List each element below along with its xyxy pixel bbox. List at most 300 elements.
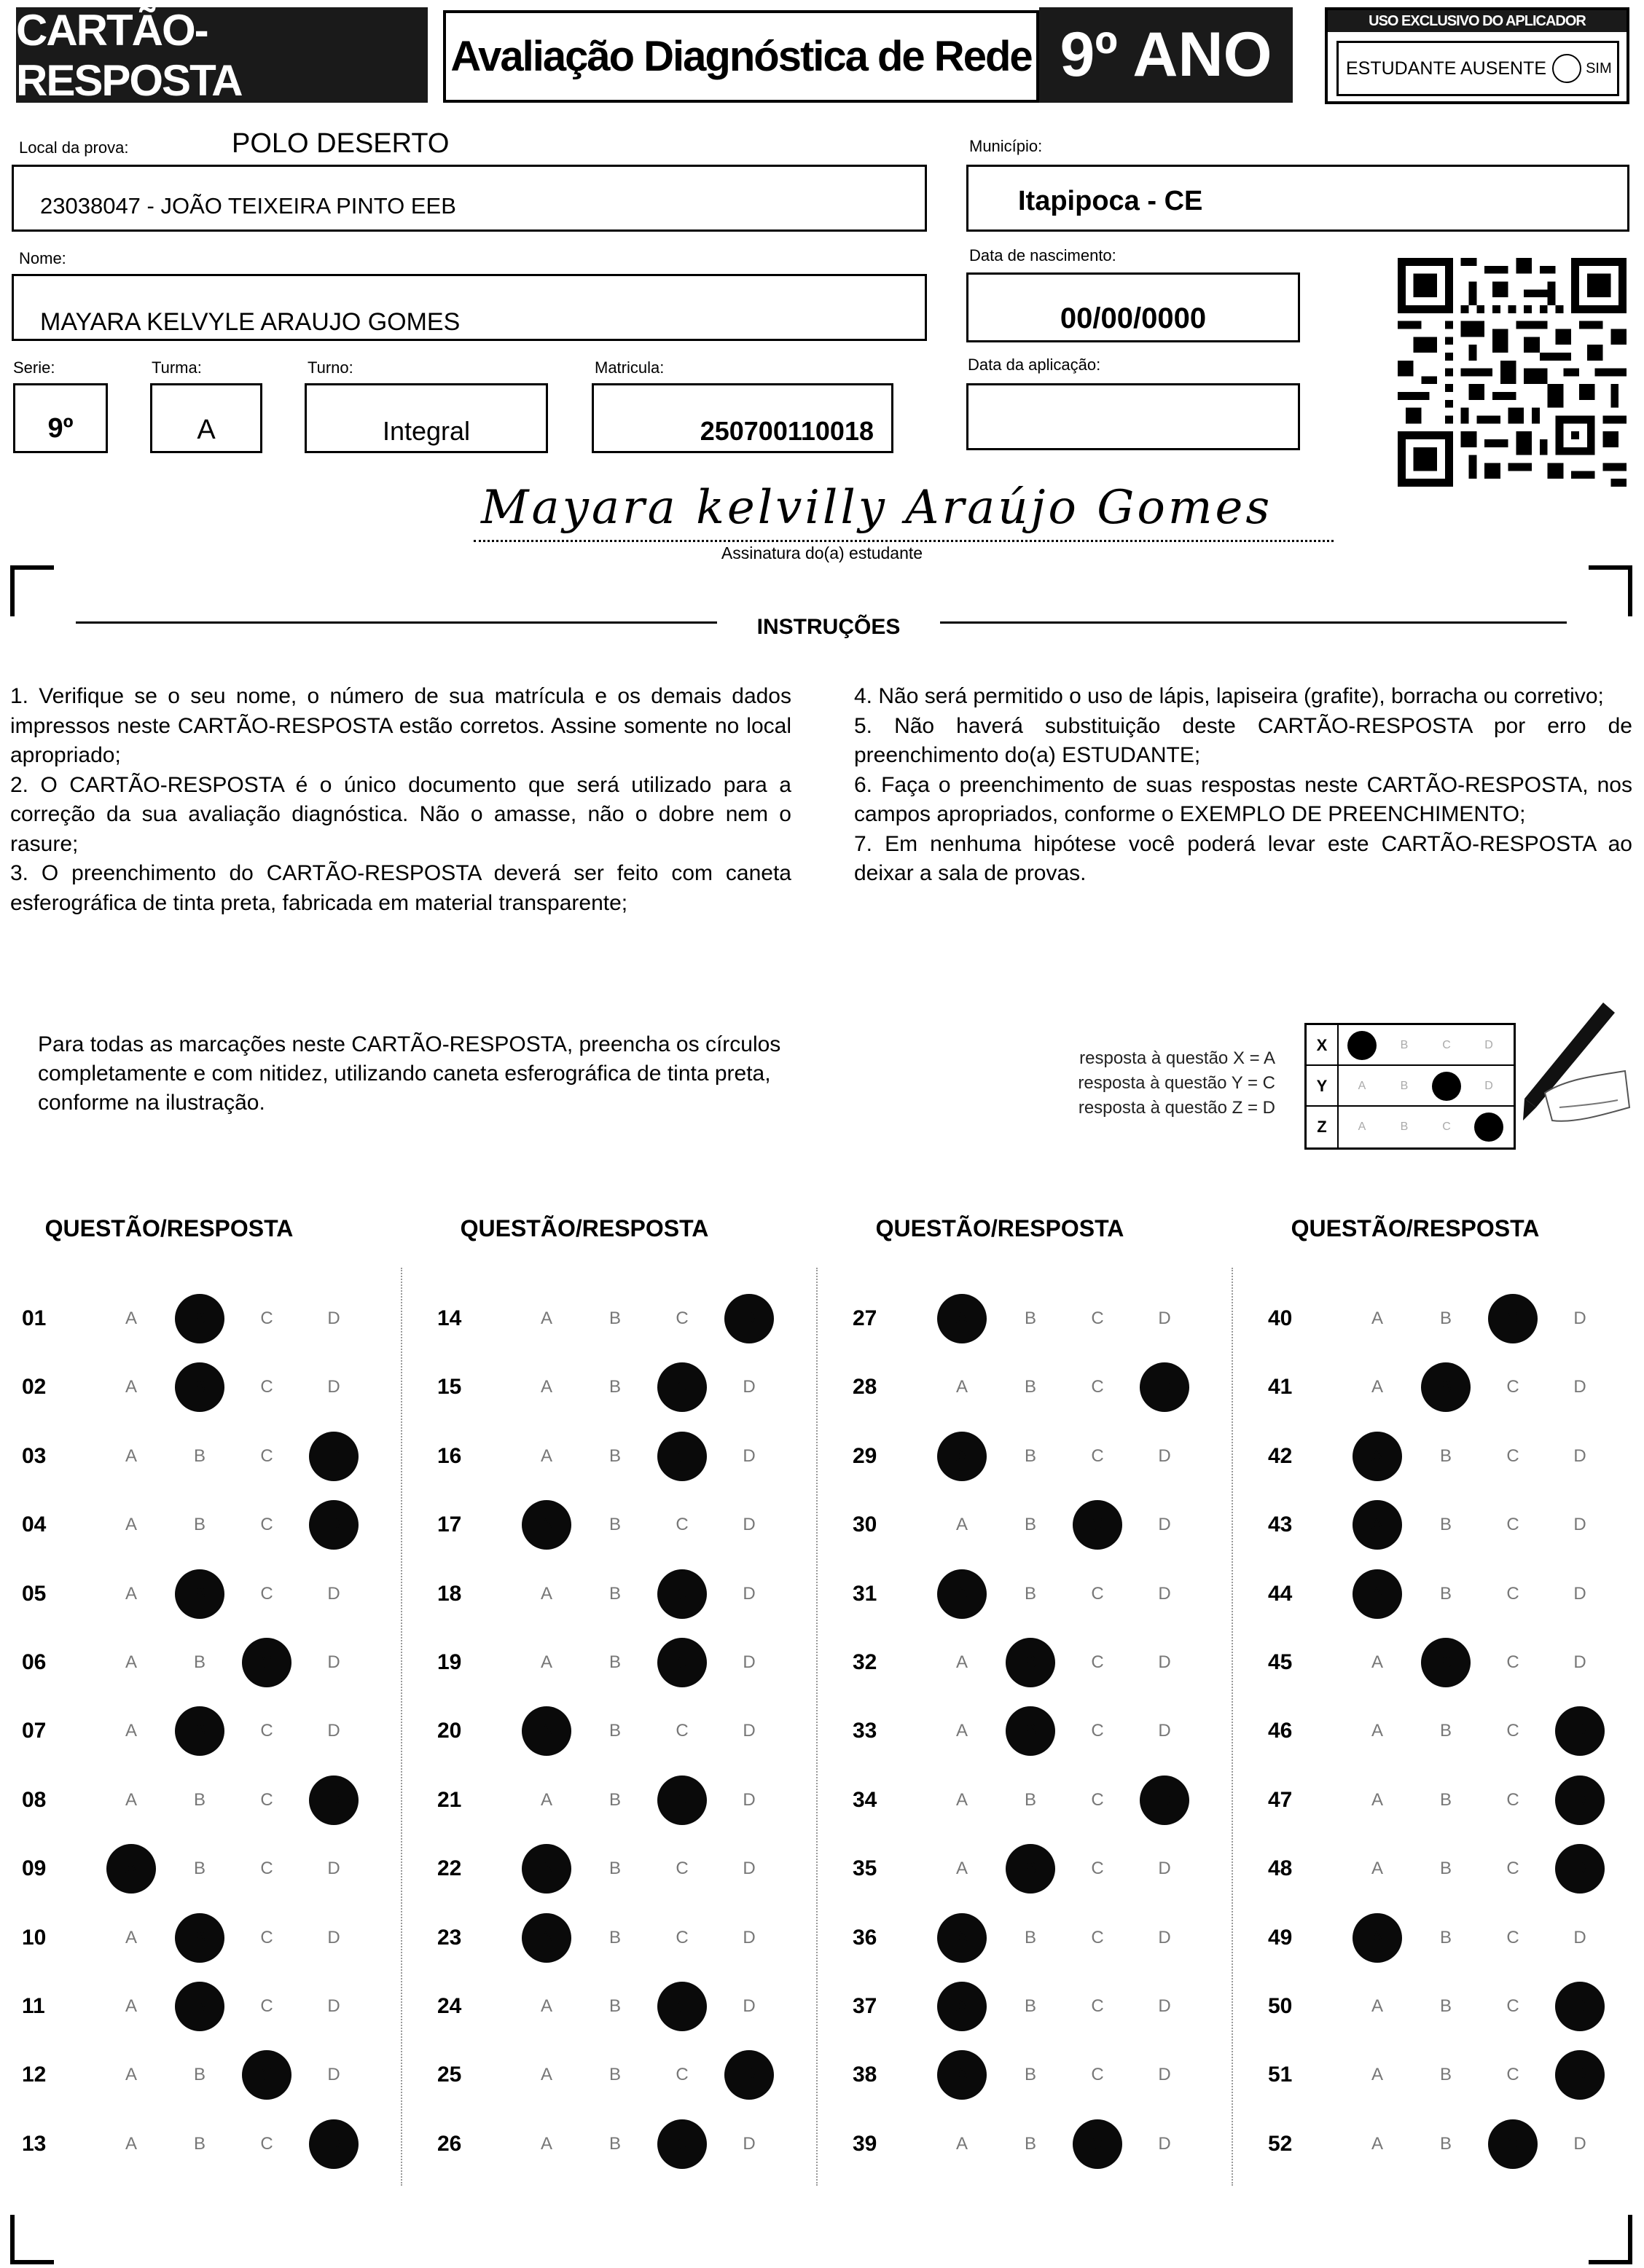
answer-bubble[interactable]: C [657, 1432, 707, 1481]
answer-bubble[interactable]: A [125, 1308, 137, 1328]
applicator-only-label: USO EXCLUSIVO DO APLICADOR [1328, 10, 1627, 32]
answer-bubble[interactable]: A [955, 1721, 968, 1741]
answer-bubble[interactable]: A [1371, 1652, 1383, 1672]
answer-bubble[interactable]: A [540, 1996, 552, 2016]
answer-bubble[interactable]: B [1024, 1515, 1036, 1535]
answer-bubble[interactable]: B [1024, 2065, 1036, 2085]
local-value: POLO DESERTO [232, 128, 450, 159]
answer-bubble[interactable]: A [106, 1844, 156, 1894]
answer-row [1268, 2122, 1610, 2166]
aplicacao-field [966, 383, 1300, 450]
answer-bubble[interactable]: D [1158, 1515, 1171, 1535]
example-grid [1304, 1023, 1516, 1150]
answer-bubble[interactable]: B [1421, 1638, 1471, 1687]
answer-bubble[interactable]: B [193, 1445, 206, 1466]
answer-bubble[interactable]: B [193, 1515, 206, 1535]
question-number: 01 [22, 1306, 47, 1330]
answer-bubble[interactable]: D [1573, 1652, 1586, 1672]
answer-bubble[interactable]: D [327, 1652, 340, 1672]
answer-bubble[interactable]: A [1353, 1500, 1402, 1550]
answer-bubble[interactable]: D [1140, 1775, 1189, 1825]
answer-bubble[interactable]: B [175, 1982, 224, 2031]
answer-bubble[interactable]: B [1024, 1927, 1036, 1947]
answer-bubble[interactable]: D [1573, 1377, 1586, 1397]
turno-value: Integral [382, 416, 471, 446]
answer-bubble[interactable]: A [540, 1652, 552, 1672]
answer-bubble[interactable]: C [1091, 1721, 1104, 1741]
answer-bubble[interactable]: C [657, 1569, 707, 1619]
answer-bubble[interactable]: B [193, 2133, 206, 2154]
answer-bubble[interactable]: A [1353, 1913, 1402, 1963]
answer-row [1268, 1916, 1610, 1960]
answer-bubble[interactable]: A [955, 1652, 968, 1672]
question-number: 22 [437, 1856, 462, 1881]
answer-bubble[interactable]: B [1439, 1721, 1452, 1741]
answer-bubble[interactable]: D [1573, 1445, 1586, 1466]
example-legend [998, 1046, 1275, 1121]
column-header: QUESTÃO/RESPOSTA [460, 1215, 709, 1241]
answer-bubble[interactable]: A [540, 2133, 552, 2154]
answer-bubble[interactable]: D [1158, 1996, 1171, 2016]
aplicacao-label: Data da aplicação: [968, 356, 1101, 374]
answer-bubble[interactable]: C [676, 1927, 689, 1947]
answer-bubble[interactable]: C [1091, 1927, 1104, 1947]
answer-bubble[interactable]: A [125, 1789, 137, 1810]
answer-bubble[interactable]: C [1506, 2065, 1519, 2085]
answer-bubble[interactable]: C [676, 2065, 689, 2085]
answer-bubble[interactable]: A [540, 1308, 552, 1328]
absent-label: ESTUDANTE AUSENTE [1346, 58, 1547, 79]
answer-bubble[interactable]: B [193, 2065, 206, 2085]
answer-row [437, 2053, 780, 2097]
example-bubble: D [1474, 1113, 1503, 1142]
turma-field [150, 383, 262, 453]
answer-bubble[interactable]: B [608, 1927, 621, 1947]
example-row-label: Y [1307, 1066, 1339, 1107]
answer-row [437, 1778, 780, 1822]
turno-field [305, 383, 548, 453]
column-header: QUESTÃO/RESPOSTA [44, 1215, 294, 1241]
answer-bubble[interactable]: C [260, 1789, 273, 1810]
question-number: 48 [1268, 1856, 1293, 1881]
answer-bubble[interactable]: B [1006, 1638, 1055, 1687]
answer-bubble[interactable]: C [260, 1377, 273, 1397]
answer-bubble[interactable]: C [676, 1721, 689, 1741]
answer-bubble[interactable]: C [1488, 1294, 1538, 1343]
answer-bubble[interactable]: D [1555, 1982, 1605, 2031]
column-header: QUESTÃO/RESPOSTA [1291, 1215, 1540, 1241]
example-row [1307, 1066, 1514, 1107]
answer-bubble[interactable]: D [743, 1515, 756, 1535]
example-row [1307, 1025, 1514, 1066]
answer-bubble[interactable]: D [309, 1775, 359, 1825]
answer-row [22, 1365, 364, 1409]
instruction-4: 4. Não será permitido o uso de lápis, lapiseira (grafite), borracha ou corretivo; [854, 684, 1604, 708]
answer-bubble[interactable]: C [260, 1721, 273, 1741]
question-number: 07 [22, 1719, 47, 1743]
answer-row [22, 1709, 364, 1753]
answer-bubble[interactable]: B [608, 1652, 621, 1672]
answer-row [437, 1435, 780, 1478]
question-number: 34 [853, 1787, 877, 1812]
example-text: Para todas as marcações neste CARTÃO-RESPOSTA, preencha os círculos completamente e com nitidez, utilizando caneta esferográfica de tinta preta, conforme na ilustração. [38, 1032, 781, 1115]
corner-mark-bl [10, 2215, 54, 2264]
answer-bubble[interactable]: C [676, 1308, 689, 1328]
answer-bubble[interactable]: A [955, 2133, 968, 2154]
answer-bubble[interactable]: A [540, 1445, 552, 1466]
answer-bubble[interactable]: C [260, 1859, 273, 1879]
answer-row [22, 1572, 364, 1616]
answer-bubble[interactable]: B [1439, 1445, 1452, 1466]
answer-bubble[interactable]: D [327, 1308, 340, 1328]
answer-bubble[interactable]: D [1573, 1583, 1586, 1604]
example-bubble: C [1432, 1072, 1461, 1101]
answer-bubble[interactable]: C [1091, 1652, 1104, 1672]
answer-bubble[interactable]: C [260, 1445, 273, 1466]
signature-line [474, 540, 1334, 542]
absent-bubble[interactable] [1552, 54, 1581, 83]
answer-row [437, 1365, 780, 1409]
nasc-value: 00/00/0000 [1060, 302, 1207, 334]
answer-bubble[interactable]: C [242, 2050, 291, 2100]
answer-bubble[interactable]: C [657, 2119, 707, 2169]
answer-bubble[interactable]: A [937, 1432, 987, 1481]
answer-row [22, 1778, 364, 1822]
answer-bubble[interactable]: B [608, 1445, 621, 1466]
answer-bubble[interactable]: B [175, 1913, 224, 1963]
answer-bubble[interactable]: B [1024, 1377, 1036, 1397]
answer-bubble[interactable]: B [175, 1706, 224, 1756]
answer-bubble[interactable]: C [1506, 1996, 1519, 2016]
answer-bubble[interactable]: A [1371, 1377, 1383, 1397]
example-bubble: C [1442, 1039, 1451, 1051]
question-number: 21 [437, 1787, 462, 1812]
answer-bubble[interactable]: A [522, 1500, 571, 1550]
answer-bubble[interactable]: A [1371, 1789, 1383, 1810]
answer-bubble[interactable]: C [1073, 2119, 1122, 2169]
grade-badge: 9º ANO [1039, 7, 1293, 103]
question-number: 43 [1268, 1512, 1293, 1537]
question-number: 14 [437, 1306, 462, 1330]
question-number: 20 [437, 1719, 462, 1743]
answer-bubble[interactable]: A [125, 2065, 137, 2085]
answer-bubble[interactable]: C [657, 1775, 707, 1825]
answer-bubble[interactable]: B [1006, 1706, 1055, 1756]
answer-bubble[interactable]: D [1140, 1362, 1189, 1412]
answer-bubble[interactable]: D [1573, 1308, 1586, 1328]
answer-bubble[interactable]: C [260, 1996, 273, 2016]
answer-bubble[interactable]: D [724, 2050, 774, 2100]
answer-row [853, 1778, 1195, 1822]
corner-mark-tl [10, 565, 54, 616]
answer-bubble[interactable]: D [1573, 1927, 1586, 1947]
question-number: 51 [1268, 2063, 1293, 2087]
answer-bubble[interactable]: A [125, 1927, 137, 1947]
answer-bubble[interactable]: C [1506, 1859, 1519, 1879]
answer-bubble[interactable]: D [327, 1996, 340, 2016]
answer-bubble[interactable]: A [522, 1706, 571, 1756]
answer-row [22, 1916, 364, 1960]
applicator-box [1325, 7, 1629, 104]
answer-bubble[interactable]: A [937, 1294, 987, 1343]
answer-row [853, 1641, 1195, 1684]
answer-bubble[interactable]: A [1353, 1569, 1402, 1619]
answer-bubble[interactable]: C [260, 1583, 273, 1604]
answer-bubble[interactable]: C [260, 1927, 273, 1947]
answer-bubble[interactable]: A [937, 2050, 987, 2100]
answer-bubble[interactable]: D [1158, 1308, 1171, 1328]
question-number: 29 [853, 1443, 877, 1468]
answer-bubble[interactable]: B [1024, 1583, 1036, 1604]
answer-bubble[interactable]: D [743, 1377, 756, 1397]
municipio-value: Itapipoca - CE [1018, 186, 1203, 216]
answer-bubble[interactable]: D [1555, 2050, 1605, 2100]
pen-icon [1494, 998, 1632, 1144]
answer-bubble[interactable]: C [657, 1982, 707, 2031]
answer-bubble[interactable]: B [175, 1362, 224, 1412]
absent-field [1336, 41, 1619, 96]
answer-bubble[interactable]: C [1091, 1308, 1104, 1328]
answer-bubble[interactable]: B [193, 1789, 206, 1810]
answer-bubble[interactable]: C [1506, 1377, 1519, 1397]
answer-row [22, 1847, 364, 1891]
answer-row [22, 1641, 364, 1684]
example-bubble: B [1400, 1121, 1409, 1133]
answer-bubble[interactable]: C [676, 1859, 689, 1879]
answer-bubble[interactable]: B [175, 1569, 224, 1619]
answer-bubble[interactable]: C [1506, 1583, 1519, 1604]
answer-bubble[interactable]: A [522, 1913, 571, 1963]
answer-bubble[interactable]: C [260, 2133, 273, 2154]
answer-bubble[interactable]: B [193, 1859, 206, 1879]
answer-bubble[interactable]: B [1439, 1927, 1452, 1947]
answer-bubble[interactable]: B [1439, 1789, 1452, 1810]
answer-bubble[interactable]: A [937, 1569, 987, 1619]
answer-bubble[interactable]: C [1091, 1789, 1104, 1810]
answer-bubble[interactable]: A [1371, 1859, 1383, 1879]
answer-bubble[interactable]: A [937, 1982, 987, 2031]
answer-bubble[interactable]: A [522, 1844, 571, 1894]
question-number: 10 [22, 1925, 47, 1950]
answer-bubble[interactable]: C [1091, 2065, 1104, 2085]
question-number: 36 [853, 1925, 877, 1950]
answer-bubble[interactable]: D [309, 2119, 359, 2169]
matricula-field [592, 383, 893, 453]
answer-bubble[interactable]: B [1439, 1515, 1452, 1535]
answer-bubble[interactable]: C [1091, 1377, 1104, 1397]
answer-bubble[interactable]: D [743, 1789, 756, 1810]
answer-bubble[interactable]: B [1439, 1583, 1452, 1604]
answer-bubble[interactable]: C [1091, 1859, 1104, 1879]
answer-bubble[interactable]: D [743, 1927, 756, 1947]
answer-bubble[interactable]: D [1158, 1652, 1171, 1672]
answer-bubble[interactable]: A [125, 1445, 137, 1466]
question-number: 52 [1268, 2131, 1293, 2156]
nasc-label: Data de nascimento: [969, 246, 1116, 264]
answer-bubble[interactable]: C [1073, 1500, 1122, 1550]
answer-bubble[interactable]: D [1158, 1583, 1171, 1604]
answer-bubble[interactable]: D [1573, 2133, 1586, 2154]
answer-bubble[interactable]: B [608, 2133, 621, 2154]
answer-bubble[interactable]: D [327, 2065, 340, 2085]
card-title: CARTÃO-RESPOSTA [16, 7, 428, 103]
answer-bubble[interactable]: A [1371, 1996, 1383, 2016]
answer-row [1268, 1778, 1610, 1822]
answer-bubble[interactable]: C [1091, 1445, 1104, 1466]
answer-bubble[interactable]: D [1158, 2133, 1171, 2154]
answer-bubble[interactable]: B [1024, 1308, 1036, 1328]
answer-bubble[interactable]: B [193, 1652, 206, 1672]
answer-bubble[interactable]: A [125, 1377, 137, 1397]
answer-bubble[interactable]: C [676, 1515, 689, 1535]
answer-bubble[interactable]: C [1506, 1445, 1519, 1466]
answer-bubble[interactable]: B [1439, 1996, 1452, 2016]
answer-bubble[interactable]: A [125, 1652, 137, 1672]
question-number: 39 [853, 2131, 877, 2156]
answer-bubble[interactable]: A [1371, 2133, 1383, 2154]
answer-row [1268, 1297, 1610, 1341]
corner-mark-br [1589, 2215, 1632, 2264]
answer-bubble[interactable]: C [242, 1638, 291, 1687]
example-row [1307, 1107, 1514, 1147]
answer-bubble[interactable]: A [1371, 1308, 1383, 1328]
answer-bubble[interactable]: B [1421, 1362, 1471, 1412]
answer-bubble[interactable]: A [125, 1996, 137, 2016]
answer-bubble[interactable]: B [608, 1515, 621, 1535]
answer-bubble[interactable]: A [540, 1583, 552, 1604]
serie-label: Serie: [13, 358, 55, 377]
answer-bubble[interactable]: C [1506, 1927, 1519, 1947]
answer-bubble[interactable]: A [125, 1721, 137, 1741]
answer-bubble[interactable]: B [608, 1996, 621, 2016]
answer-bubble[interactable]: A [125, 2133, 137, 2154]
answer-bubble[interactable]: C [260, 1308, 273, 1328]
answer-bubble[interactable]: B [608, 1583, 621, 1604]
answer-bubble[interactable]: A [1371, 1721, 1383, 1741]
answer-row [22, 1503, 364, 1547]
answer-bubble[interactable]: C [657, 1638, 707, 1687]
answer-bubble[interactable]: A [540, 1377, 552, 1397]
answer-row [22, 1435, 364, 1478]
example-legend-z: resposta à questão Z = D [1078, 1098, 1275, 1118]
answer-bubble[interactable]: D [1555, 1775, 1605, 1825]
answer-bubble[interactable]: B [608, 1789, 621, 1810]
answer-bubble[interactable]: B [608, 1859, 621, 1879]
answer-bubble[interactable]: B [608, 1308, 621, 1328]
answer-bubble[interactable]: A [955, 1859, 968, 1879]
answer-bubble[interactable]: A [540, 1789, 552, 1810]
question-number: 33 [853, 1719, 877, 1743]
answer-bubble[interactable]: B [1024, 1445, 1036, 1466]
answer-bubble[interactable]: A [937, 1913, 987, 1963]
question-number: 15 [437, 1375, 462, 1400]
answer-bubble[interactable]: B [608, 2065, 621, 2085]
answer-bubble[interactable]: A [125, 1515, 137, 1535]
answer-bubble[interactable]: D [743, 1445, 756, 1466]
answer-row [437, 2122, 780, 2166]
answer-bubble[interactable]: D [1158, 2065, 1171, 2085]
answer-bubble[interactable]: B [1439, 2065, 1452, 2085]
example-bubble: A [1358, 1121, 1366, 1133]
question-number: 26 [437, 2131, 462, 2156]
answer-row [853, 1916, 1195, 1960]
answer-bubble[interactable]: A [955, 1377, 968, 1397]
question-number: 13 [22, 2131, 47, 2156]
answer-bubble[interactable]: B [175, 1294, 224, 1343]
question-number: 41 [1268, 1375, 1293, 1400]
answer-bubble[interactable]: D [327, 1377, 340, 1397]
answer-bubble[interactable]: C [1091, 1996, 1104, 2016]
absent-option: SIM [1586, 60, 1612, 76]
answer-bubble[interactable]: A [955, 1789, 968, 1810]
answer-row [1268, 1365, 1610, 1409]
answer-bubble[interactable]: D [1158, 1859, 1171, 1879]
municipio-label: Município: [969, 137, 1043, 155]
answer-bubble[interactable]: C [1506, 1721, 1519, 1741]
answer-bubble[interactable]: D [309, 1432, 359, 1481]
answer-bubble[interactable]: C [657, 1362, 707, 1412]
answer-bubble[interactable]: D [327, 1721, 340, 1741]
answer-bubble[interactable]: B [1439, 2133, 1452, 2154]
answer-bubble[interactable]: D [743, 1721, 756, 1741]
answer-bubble[interactable]: A [1371, 2065, 1383, 2085]
answer-bubble[interactable]: C [1091, 1583, 1104, 1604]
answer-bubble[interactable]: D [327, 1859, 340, 1879]
answer-bubble[interactable]: D [1555, 1706, 1605, 1756]
answer-bubble[interactable]: B [1024, 2133, 1036, 2154]
answer-bubble[interactable]: D [743, 2133, 756, 2154]
answer-bubble[interactable]: B [1006, 1844, 1055, 1894]
answer-bubble[interactable]: D [1158, 1721, 1171, 1741]
answer-bubble[interactable]: C [1506, 1515, 1519, 1535]
answer-bubble[interactable]: C [1506, 1652, 1519, 1672]
answer-bubble[interactable]: D [1158, 1927, 1171, 1947]
answer-bubble[interactable]: D [327, 1583, 340, 1604]
question-number: 27 [853, 1306, 877, 1330]
column-separator [816, 1268, 818, 2186]
question-number: 12 [22, 2063, 47, 2087]
answer-bubble[interactable]: D [743, 1583, 756, 1604]
nome-label: Nome: [19, 249, 66, 267]
answer-bubble[interactable]: A [955, 1515, 968, 1535]
answer-bubble[interactable]: B [608, 1721, 621, 1741]
answer-bubble[interactable]: A [125, 1583, 137, 1604]
answer-bubble[interactable]: C [260, 1515, 273, 1535]
answer-bubble[interactable]: D [743, 1996, 756, 2016]
question-number: 35 [853, 1856, 877, 1881]
answer-bubble[interactable]: B [1439, 1859, 1452, 1879]
answer-bubble[interactable]: D [1158, 1445, 1171, 1466]
answer-bubble[interactable]: B [608, 1377, 621, 1397]
answer-bubble[interactable]: D [724, 1294, 774, 1343]
answer-bubble[interactable]: A [1353, 1432, 1402, 1481]
answer-bubble[interactable]: C [1488, 2119, 1538, 2169]
answer-bubble[interactable]: A [540, 2065, 552, 2085]
answer-bubble[interactable]: D [309, 1500, 359, 1550]
matricula-value: 250700110018 [700, 416, 874, 446]
answer-bubble[interactable]: D [327, 1927, 340, 1947]
answer-bubble[interactable]: D [743, 1859, 756, 1879]
answer-bubble[interactable]: B [1439, 1308, 1452, 1328]
question-number: 44 [1268, 1581, 1293, 1606]
answer-bubble[interactable]: C [1506, 1789, 1519, 1810]
question-number: 23 [437, 1925, 462, 1950]
answer-bubble[interactable]: B [1024, 1789, 1036, 1810]
answer-bubble[interactable]: D [1573, 1515, 1586, 1535]
answer-bubble[interactable]: D [1555, 1844, 1605, 1894]
answer-bubble[interactable]: B [1024, 1996, 1036, 2016]
answer-bubble[interactable]: D [743, 1652, 756, 1672]
